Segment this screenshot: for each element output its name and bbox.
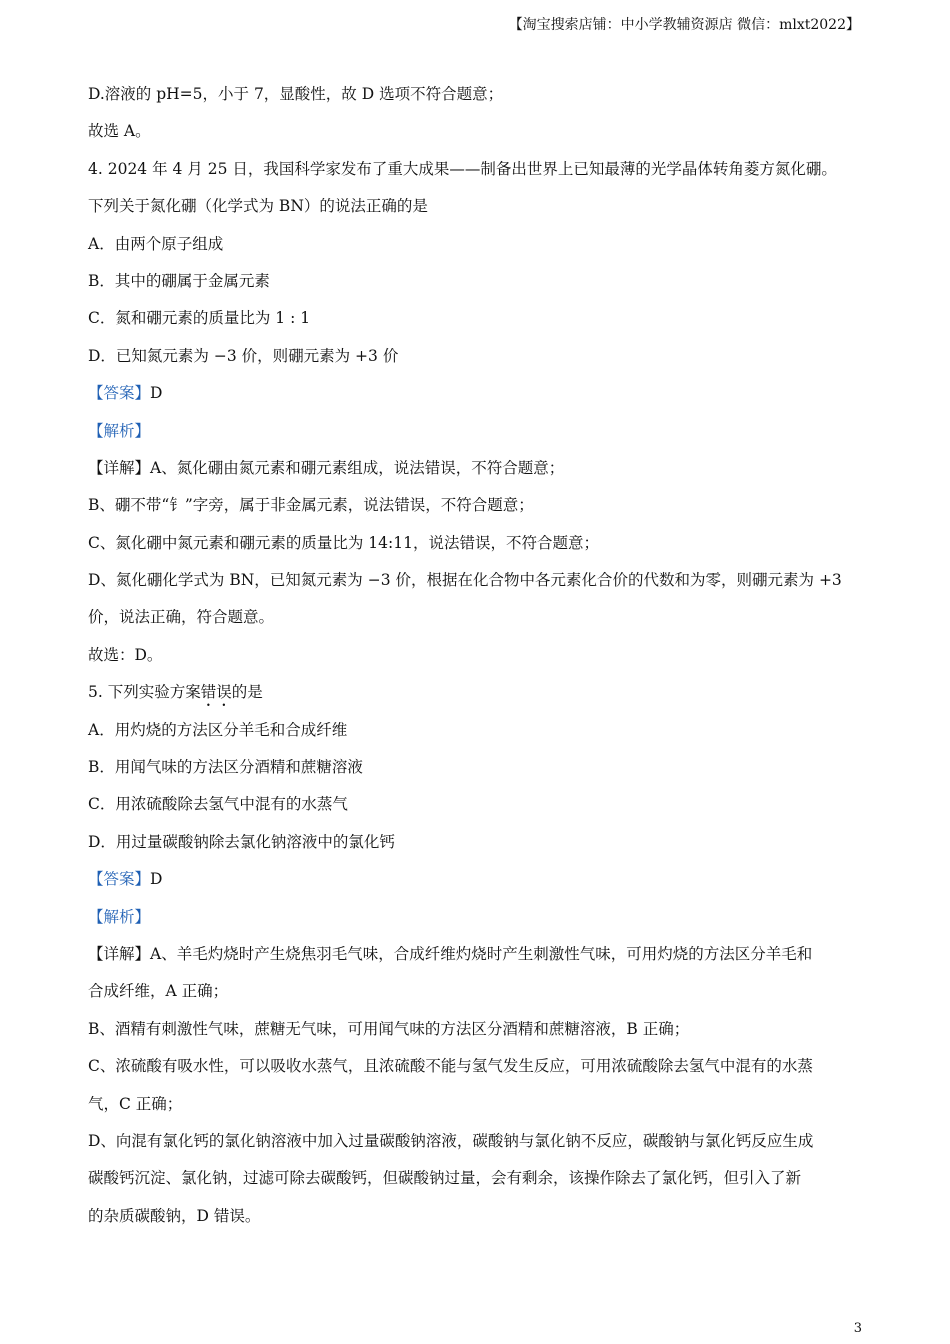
- q5-detail-a-line-1: [88, 936, 868, 973]
- q4-detail-a: [88, 450, 868, 487]
- q5-detail-d-line-2: 碳酸钙沉淀、氯化钠，过滤可除去碳酸钙，但碳酸钠过量，会有剩余，该操作除去了氯化钙，但引入了新: [88, 1169, 802, 1188]
- q4-detail-d-line-1: D、氮化硼化学式为 BN，已知氮元素为 −3 价，根据在化合物中各元素化合价的代数和为零，则硼元素为 +3: [88, 571, 842, 590]
- q5-stem: [88, 674, 868, 711]
- q5-stem-prefix: 5. 下列实验方案: [88, 683, 201, 702]
- detail-tag: 【详解】: [88, 458, 151, 477]
- q5-option-a: A．用灼烧的方法区分羊毛和合成纤维: [88, 720, 348, 739]
- q5-detail-c-line-1: C、浓硫酸有吸水性，可以吸收水蒸气，且浓硫酸不能与氢气发生反应，可用浓硫酸除去氢气中混有的水蒸: [88, 1057, 813, 1076]
- q5-option-b: B．用闻气味的方法区分酒精和蔗糖溶液: [88, 758, 363, 777]
- q4-answer: [88, 375, 868, 412]
- q4-detail-b: B、硼不带“钅”字旁，属于非金属元素，说法错误，不符合题意；: [88, 496, 534, 515]
- q5-analysis: [88, 899, 868, 936]
- prev-conclusion: 故选 A。: [88, 122, 151, 141]
- q4-conclusion: 故选：D。: [88, 645, 163, 664]
- q5-option-c: C．用浓硫酸除去氢气中混有的水蒸气: [88, 795, 348, 814]
- q5-detail-b: B、酒精有刺激性气味，蔗糖无气味，可用闻气味的方法区分酒精和蔗糖溶液，B 正确；: [88, 1019, 690, 1038]
- q4-option-b: B．其中的硼属于金属元素: [88, 271, 270, 290]
- detail-text: A、氮化硼由氮元素和硼元素组成，说法错误，不符合题意；: [150, 458, 565, 477]
- q5-stem-emphasis: 错误: [200, 683, 232, 702]
- q5-detail-d-line-3: 的杂质碳酸钠，D 错误。: [88, 1206, 261, 1225]
- answer-value: D: [150, 384, 163, 403]
- document-body: [88, 76, 868, 1235]
- q4-option-a: A．由两个原子组成: [88, 234, 224, 253]
- q4-option-c: C．氮和硼元素的质量比为 1 : 1: [88, 309, 311, 328]
- analysis-tag: 【解析】: [88, 907, 151, 926]
- detail-tag: 【详解】: [88, 944, 151, 963]
- q4-stem-line-2: 下列关于氮化硼（化学式为 BN）的说法正确的是: [88, 197, 428, 216]
- q5-answer: [88, 861, 868, 898]
- q4-detail-c: C、氮化硼中氮元素和硼元素的质量比为 14:11，说法错误，不符合题意；: [88, 533, 599, 552]
- answer-value: D: [150, 870, 163, 889]
- q4-stem-line-1: 4. 2024 年 4 月 25 日，我国科学家发布了重大成果——制备出世界上已知最薄的光学晶体转角菱方氮化硼。: [88, 159, 837, 178]
- q5-stem-suffix: 的是: [231, 683, 263, 702]
- q5-detail-c-line-2: 气，C 正确；: [88, 1094, 183, 1113]
- q5-detail-a-line-2: 合成纤维，A 正确；: [88, 982, 229, 1001]
- analysis-tag: 【解析】: [88, 421, 151, 440]
- page-number: 3: [853, 1321, 862, 1336]
- q4-option-d: D．已知氮元素为 −3 价，则硼元素为 +3 价: [88, 346, 399, 365]
- detail-text: A、羊毛灼烧时产生烧焦羽毛气味，合成纤维灼烧时产生刺激性气味，可用灼烧的方法区分羊毛和: [150, 944, 813, 963]
- q4-analysis: [88, 413, 868, 450]
- q4-detail-d-line-2: 价，说法正确，符合题意。: [88, 608, 275, 627]
- q5-option-d: D．用过量碳酸钠除去氯化钠溶液中的氯化钙: [88, 832, 395, 851]
- answer-tag: 【答案】: [88, 384, 151, 403]
- answer-tag: 【答案】: [88, 870, 151, 889]
- prev-option-d-analysis: D.溶液的 pH=5，小于 7，显酸性，故 D 选项不符合题意；: [88, 85, 504, 103]
- page-header: 【淘宝搜索店铺：中小学教辅资源店 微信：mlxt2022】: [508, 17, 860, 33]
- q5-detail-d-line-1: D、向混有氯化钙的氯化钠溶液中加入过量碳酸钠溶液，碳酸钠与氯化钠不反应，碳酸钠与氯化钙反应生成: [88, 1131, 814, 1150]
